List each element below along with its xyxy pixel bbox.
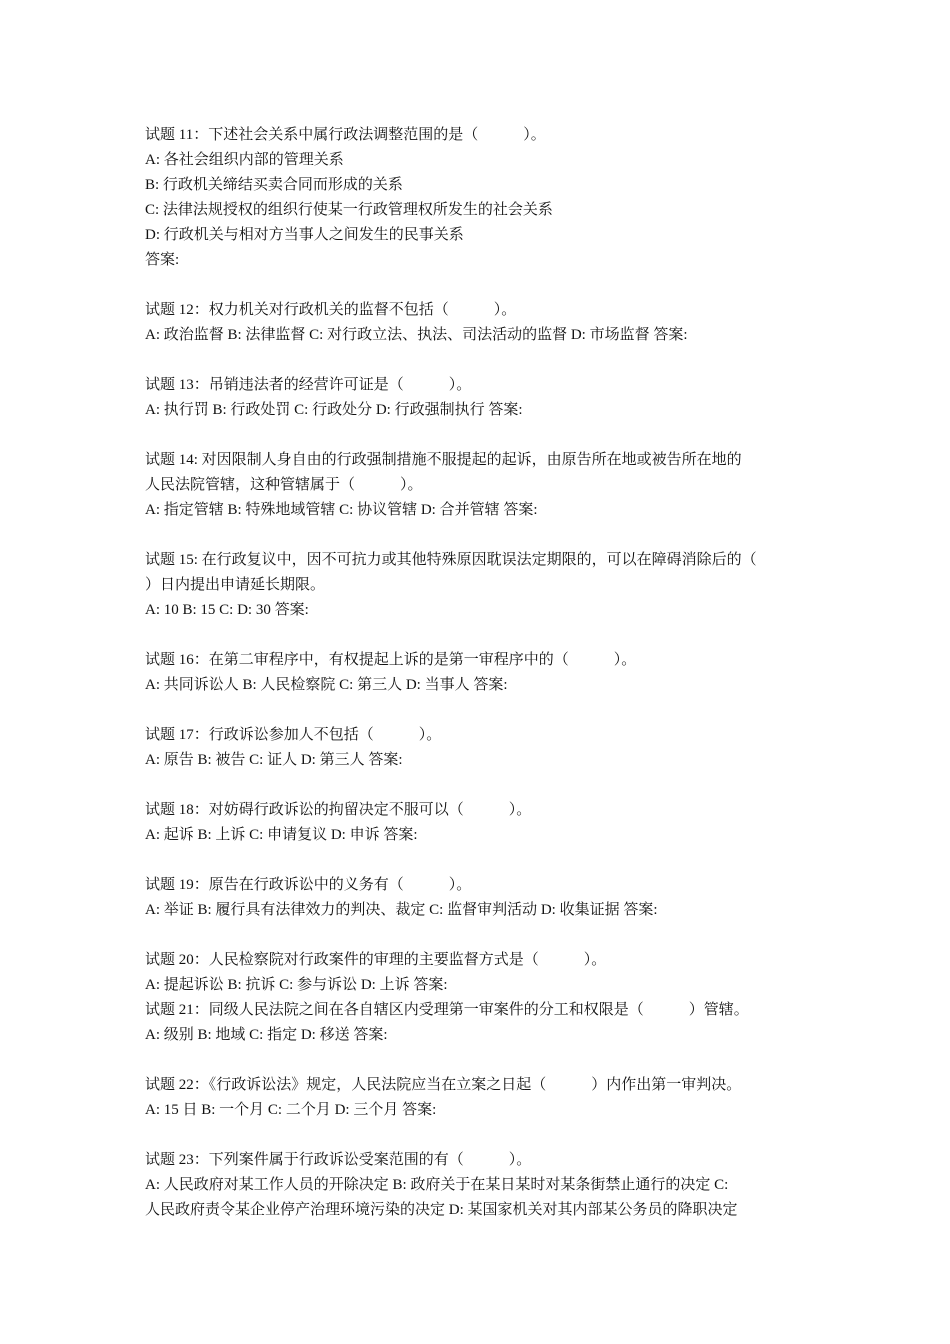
- option-line: A: 原告 B: 被告 C: 证人 D: 第三人 答案:: [145, 752, 403, 768]
- question-line: 试题 16：在第二审程序中，有权提起上诉的是第一审程序中的（ ）。: [145, 652, 637, 668]
- question-line: 试题 15: 在行政复议中，因不可抗力或其他特殊原因耽误法定期限的，可以在障碍消除后的（: [145, 552, 757, 568]
- blank-line: [145, 1048, 810, 1073]
- question-line: 试题 14: 对因限制人身自由的行政强制措施不服提起的起诉，由原告所在地或被告所在地的: [145, 452, 742, 468]
- question-line: 试题 20：人民检察院对行政案件的审理的主要监督方式是（ ）。: [145, 952, 607, 968]
- option-line: A: 提起诉讼 B: 抗诉 C: 参与诉讼 D: 上诉 答案:: [145, 977, 448, 993]
- question-line: 试题 19：原告在行政诉讼中的义务有（ ）。: [145, 877, 472, 893]
- question-line: 试题 17：行政诉讼参加人不包括（ ）。: [145, 727, 442, 743]
- question-line: 试题 23：下列案件属于行政诉讼受案范围的有（ ）。: [145, 1152, 532, 1168]
- option-line: A: 10 B: 15 C: D: 30 答案:: [145, 602, 309, 618]
- question-line: 试题 21：同级人民法院之间在各自辖区内受理第一审案件的分工和权限是（ ）管辖。: [145, 1002, 749, 1018]
- option-line: C: 法律法规授权的组织行使某一行政管理权所发生的社会关系: [145, 202, 553, 218]
- option-line: A: 起诉 B: 上诉 C: 申请复议 D: 申诉 答案:: [145, 827, 418, 843]
- option-line: A: 执行罚 B: 行政处罚 C: 行政处分 D: 行政强制执行 答案:: [145, 402, 523, 418]
- question-line: 试题 12：权力机关对行政机关的监督不包括（ ）。: [145, 302, 517, 318]
- answer-line: 答案:: [145, 252, 180, 268]
- question-line: 试题 22：《行政诉讼法》规定，人民法院应当在立案之日起（ ）内作出第一审判决。: [145, 1077, 742, 1093]
- option-line: A: 举证 B: 履行具有法律效力的判决、裁定 C: 监督审判活动 D: 收集证据 答案:: [145, 902, 658, 918]
- option-line: A: 共同诉讼人 B: 人民检察院 C: 第三人 D: 当事人 答案:: [145, 677, 508, 693]
- option-line: A: 指定管辖 B: 特殊地域管辖 C: 协议管辖 D: 合并管辖 答案:: [145, 502, 538, 518]
- question-line: 试题 18：对妨碍行政诉讼的拘留决定不服可以（ ）。: [145, 802, 532, 818]
- blank-line: [145, 698, 810, 723]
- blank-line: [145, 523, 810, 548]
- option-line: ）日内提出申请延长期限。: [145, 577, 326, 593]
- blank-line: [145, 773, 810, 798]
- document-body: [145, 123, 810, 1223]
- blank-line: [145, 423, 810, 448]
- option-line: D: 行政机关与相对方当事人之间发生的民事关系: [145, 227, 464, 243]
- option-line: A: 级别 B: 地域 C: 指定 D: 移送 答案:: [145, 1027, 388, 1043]
- blank-line: [145, 273, 810, 298]
- option-line: A: 人民政府对某工作人员的开除决定 B: 政府关于在某日某时对某条街禁止通行的决定 C:: [145, 1177, 729, 1193]
- blank-line: [145, 848, 810, 873]
- blank-line: [145, 923, 810, 948]
- question-line: 试题 13：吊销违法者的经营许可证是（ ）。: [145, 377, 472, 393]
- blank-line: [145, 623, 810, 648]
- option-line: B: 行政机关缔结买卖合同而形成的关系: [145, 177, 403, 193]
- option-line: A: 15 日 B: 一个月 C: 二个月 D: 三个月 答案:: [145, 1102, 437, 1118]
- blank-line: [145, 1123, 810, 1148]
- blank-line: [145, 348, 810, 373]
- option-line: 人民法院管辖，这种管辖属于（ ）。: [145, 477, 423, 493]
- option-line: 人民政府责令某企业停产治理环境污染的决定 D: 某国家机关对其内部某公务员的降职决定: [145, 1202, 738, 1218]
- option-line: A: 政治监督 B: 法律监督 C: 对行政立法、执法、司法活动的监督 D: 市场监督 答案:: [145, 327, 688, 343]
- question-line: 试题 11：下述社会关系中属行政法调整范围的是（ ）。: [145, 127, 546, 143]
- option-line: A: 各社会组织内部的管理关系: [145, 152, 344, 168]
